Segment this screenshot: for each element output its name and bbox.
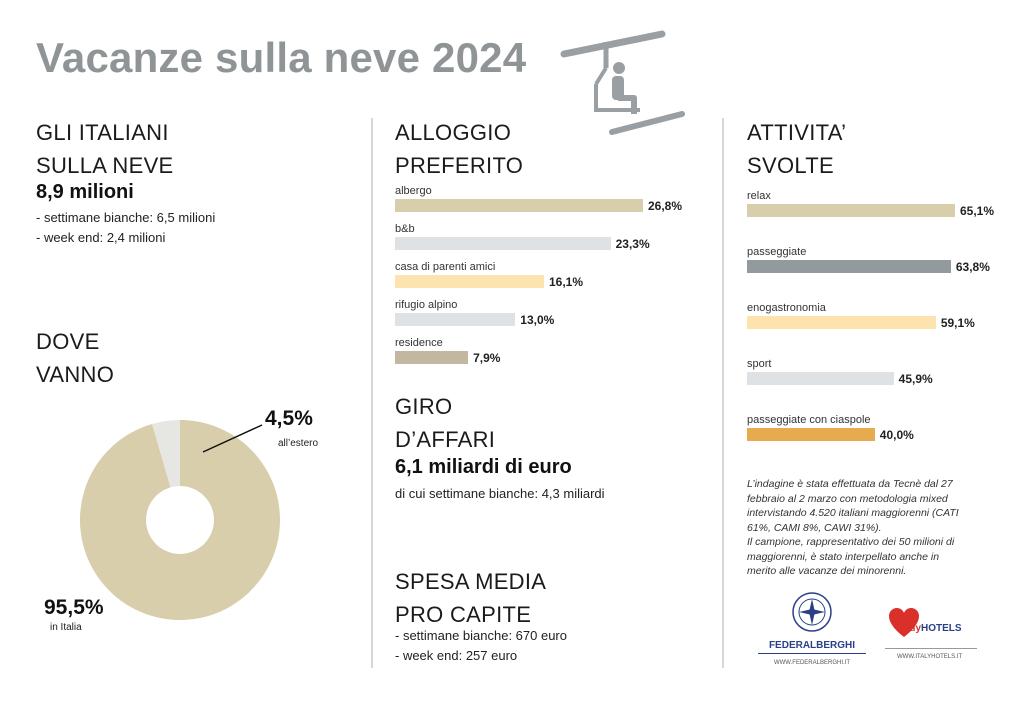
alloggio-value: 7,9% — [473, 351, 501, 365]
slice-italia-label: in Italia — [50, 622, 82, 633]
slice-estero-value: 4,5% — [265, 407, 313, 430]
alloggio-row — [395, 261, 715, 289]
alloggio-value: 13,0% — [520, 313, 555, 327]
federalberghi-url: WWW.FEDERALBERGHI.IT — [773, 660, 850, 666]
federalberghi-logo — [752, 590, 872, 665]
attivita-value: 65,1% — [960, 204, 995, 218]
federalberghi-name: FEDERALBERGHI — [768, 640, 856, 651]
attivita-value: 45,9% — [898, 372, 933, 386]
attivita-label: passeggiate con ciaspole — [747, 414, 871, 426]
alloggio-label: b&b — [395, 223, 415, 235]
attivita-label: enogastronomia — [747, 302, 826, 314]
attivita-value: 40,0% — [879, 428, 914, 442]
attivita-bar — [747, 428, 875, 441]
alloggio-row — [395, 337, 715, 365]
alloggio-value: 23,3% — [615, 237, 650, 251]
giro-heading: GIRO D’AFFARI — [395, 394, 496, 452]
alloggio-value: 16,1% — [548, 275, 584, 289]
alloggio-bar — [395, 199, 643, 212]
attivita-row — [747, 246, 1017, 274]
italyhotels-logo — [883, 604, 983, 664]
attivita-bar — [747, 372, 894, 385]
survey-note: L’indagine è stata effettuata da Tecnè dal 27 febbraio al 2 marzo con metodologia mixed intervistando 4.520 italiani maggiorenni (CATI 61%, CAMI 8%, CAWI 31%). Il campione, rappresentativo dei 50 milioni di maggiorenni, è stato interpellato anche in merito alle vacanze dei minorenni. — [747, 478, 959, 577]
italiani-total: 8,9 milioni — [36, 181, 134, 203]
italyhotels-url: WWW.ITALYHOTELS.IT — [897, 654, 963, 660]
attivita-row — [747, 358, 1017, 386]
italiani-details: - settimane bianche: 6,5 milioni - week end: 2,4 milioni — [36, 210, 216, 245]
spesa-heading: SPESA MEDIA PRO CAPITE — [395, 569, 547, 627]
alloggio-label: albergo — [395, 185, 432, 197]
attivita-bar — [747, 260, 951, 273]
alloggio-row — [395, 185, 715, 213]
alloggio-label: rifugio alpino — [395, 299, 458, 311]
alloggio-label: casa di parenti amici — [395, 261, 496, 273]
giro-total: 6,1 miliardi di euro — [395, 456, 572, 478]
spesa-details: - settimane bianche: 670 euro - week end: 257 euro — [395, 628, 567, 663]
attivita-label: relax — [747, 190, 771, 202]
page-title: Vacanze sulla neve 2024 — [36, 34, 527, 81]
attivita-value: 63,8% — [955, 260, 990, 274]
alloggio-heading: ALLOGGIO PREFERITO — [395, 120, 524, 178]
attivita-heading: ATTIVITA’ SVOLTE — [747, 120, 847, 178]
donut-slice-0 — [113, 453, 247, 587]
italiani-heading: GLI ITALIANI SULLA NEVE — [36, 120, 174, 178]
attivita-label: passeggiate — [747, 246, 807, 258]
alloggio-bar — [395, 313, 515, 326]
column-divider-1 — [371, 118, 373, 668]
column-divider-2 — [722, 118, 724, 668]
slice-estero-label: all’estero — [278, 438, 319, 449]
alloggio-bar — [395, 351, 468, 364]
ski-lift-icon — [560, 28, 690, 143]
attivita-row — [747, 190, 1017, 218]
alloggio-bar-chart — [395, 185, 715, 375]
slice-italia-value: 95,5% — [44, 596, 104, 619]
attivita-row — [747, 302, 1017, 330]
alloggio-bar — [395, 275, 544, 288]
attivita-bar-chart — [747, 190, 1017, 450]
attivita-value: 59,1% — [940, 316, 975, 330]
dove-heading: DOVE VANNO — [36, 329, 115, 387]
alloggio-label: residence — [395, 337, 443, 349]
alloggio-bar — [395, 237, 611, 250]
donut-slice-1 — [161, 453, 180, 456]
giro-detail: di cui settimane bianche: 4,3 miliardi — [395, 486, 605, 501]
alloggio-row — [395, 223, 715, 251]
alloggio-row — [395, 299, 715, 327]
attivita-label: sport — [747, 358, 772, 370]
italyhotels-name: ItalyHOTELS — [901, 623, 962, 634]
attivita-bar — [747, 316, 936, 329]
dove-vanno-donut-chart — [0, 380, 371, 660]
attivita-row — [747, 414, 1017, 442]
attivita-bar — [747, 204, 955, 217]
alloggio-value: 26,8% — [648, 199, 683, 213]
federalberghi-emblem-icon — [752, 590, 872, 634]
